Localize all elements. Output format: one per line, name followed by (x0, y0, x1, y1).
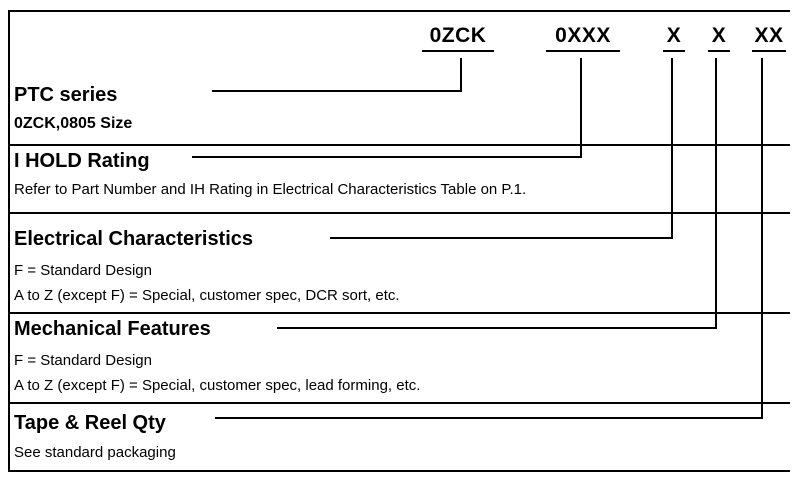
section-line-mechanical-features-1: A to Z (except F) = Special, customer spec, lead forming, etc. (14, 377, 421, 394)
leader-mechanical-vertical (715, 58, 717, 329)
leader-electrical-horizontal (330, 237, 673, 239)
section-line-i-hold-rating-0: Refer to Part Number and IH Rating in Electrical Characteristics Table on P.1. (14, 181, 527, 198)
section-line-mechanical-features-0: F = Standard Design (14, 352, 152, 369)
code-token-tape-reel: XX (752, 24, 786, 52)
divider-after-i-hold-rating (10, 212, 790, 214)
leader-mechanical-horizontal (277, 327, 717, 329)
code-token-ihold: 0XXX (546, 24, 620, 52)
frame-top-border (8, 10, 790, 12)
section-line-tape-reel-qty-0: See standard packaging (14, 444, 176, 461)
divider-after-electrical-characteristics (10, 312, 790, 314)
section-line-electrical-characteristics-0: F = Standard Design (14, 262, 152, 279)
leader-tape-reel-vertical (761, 58, 763, 419)
section-title-ptc-series: PTC series (14, 84, 118, 106)
leader-series-horizontal (212, 90, 462, 92)
section-title-mechanical-features: Mechanical Features (14, 318, 211, 340)
section-line-electrical-characteristics-1: A to Z (except F) = Special, customer spec, DCR sort, etc. (14, 287, 400, 304)
section-title-electrical-characteristics: Electrical Characteristics (14, 228, 254, 250)
code-token-mechanical: X (708, 24, 730, 52)
leader-tape-reel-horizontal (215, 417, 763, 419)
section-title-i-hold-rating: I HOLD Rating (14, 150, 150, 172)
leader-ihold-horizontal (192, 156, 582, 158)
code-token-series: 0ZCK (422, 24, 494, 52)
frame-bottom-border (8, 470, 790, 472)
leader-ihold-vertical (580, 58, 582, 158)
divider-after-ptc-series (10, 144, 790, 146)
divider-after-mechanical-features (10, 402, 790, 404)
section-line-ptc-series-0: 0ZCK,0805 Size (14, 115, 133, 132)
section-title-tape-reel-qty: Tape & Reel Qty (14, 412, 166, 434)
leader-series-vertical (460, 58, 462, 92)
code-token-electrical: X (663, 24, 685, 52)
